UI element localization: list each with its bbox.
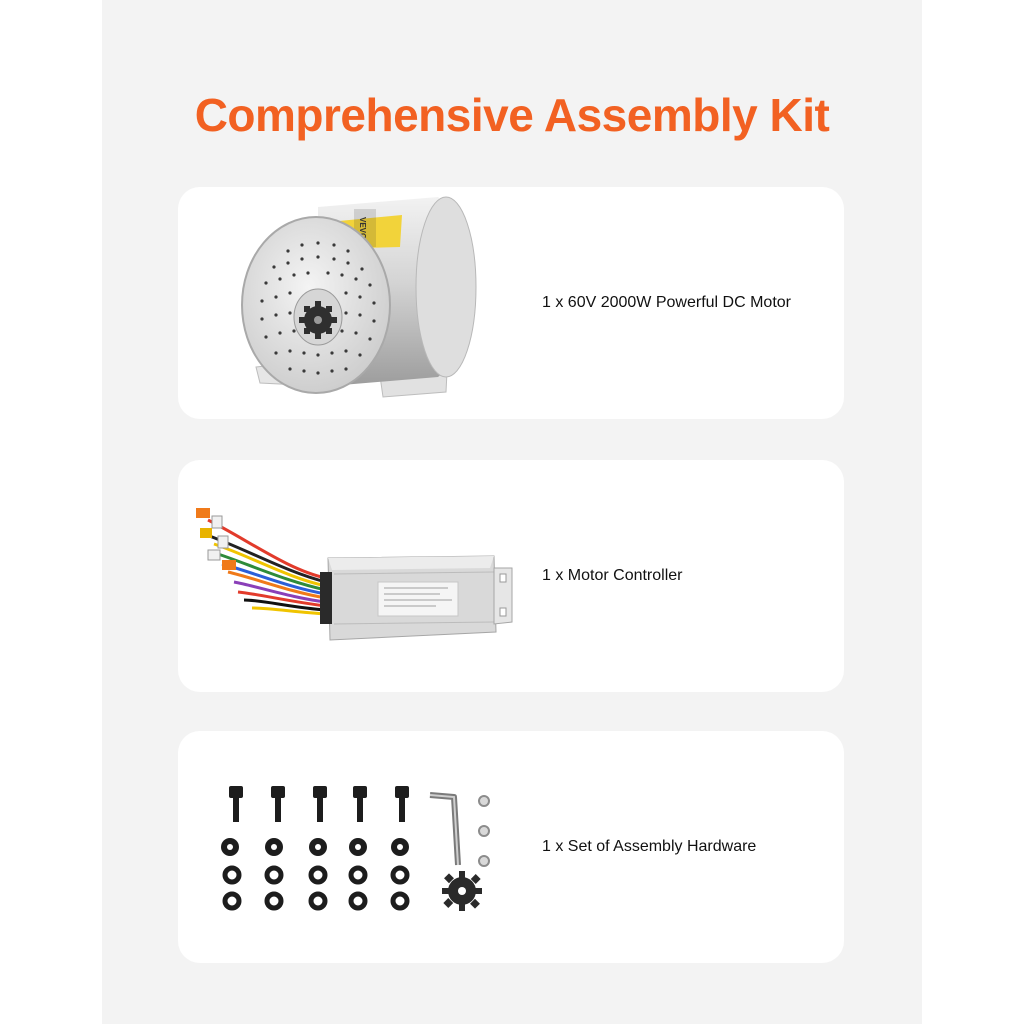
kit-item-label: 1 x Set of Assembly Hardware: [542, 838, 757, 855]
page-title: Comprehensive Assembly Kit: [194, 88, 830, 141]
kit-item-motor: [178, 187, 844, 419]
assembly-hardware-image: [178, 731, 518, 963]
kit-item-label: 1 x Motor Controller: [542, 567, 683, 584]
dc-motor-image: [178, 187, 518, 419]
kit-item-label: 1 x 60V 2000W Powerful DC Motor: [542, 294, 791, 311]
kit-item-hardware: [178, 731, 844, 963]
svg-text:VEVOR: VEVOR: [358, 217, 367, 246]
kit-item-controller: [178, 460, 844, 692]
motor-controller-image: [178, 460, 518, 692]
